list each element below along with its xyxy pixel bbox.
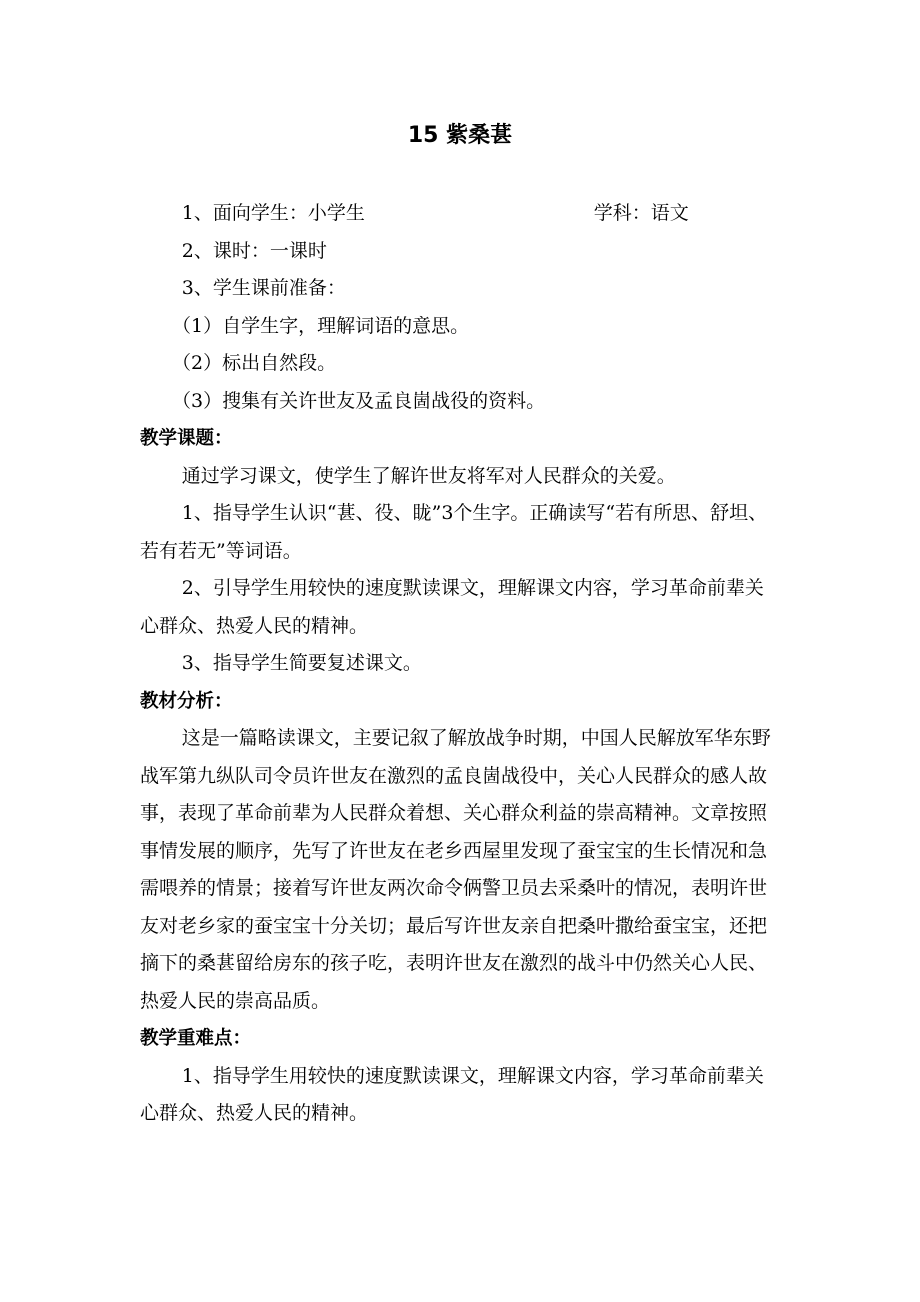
info-line-1 (140, 195, 782, 233)
subject: 学科：语文 (593, 202, 689, 224)
section-heading-key-points: 教学重难点： (140, 1028, 252, 1049)
topic-paragraph: 3、指导学生简要复述课文。 (181, 652, 422, 674)
section-heading-topic: 教学课题： (140, 428, 233, 449)
page-title: 15 紫桑葚 (407, 123, 513, 148)
document-body (140, 195, 782, 1133)
topic-paragraph: 2、引导学生用较快的速度默读课文，理解课文内容，学习革命前辈关心群众、热爱人民的精神。 (140, 577, 764, 637)
key-points-paragraph: 1、指导学生用较快的速度默读课文，理解课文内容，学习革命前辈关心群众、热爱人民的精神。 (140, 1064, 764, 1124)
prep-item: （2）标出自然段。 (172, 352, 337, 374)
class-hours: 2、课时：一课时 (181, 239, 327, 262)
topic-paragraph: 通过学习课文，使学生了解许世友将军对人民群众的关爱。 (181, 464, 676, 487)
prep-item: （1）自学生字，理解词语的意思。 (172, 314, 470, 337)
analysis-paragraph: 这是一篇略读课文，主要记叙了解放战争时期，中国人民解放军华东野战军第九纵队司令员许世友在激烈的孟良崮战役中，关心人民群众的感人故事，表现了革命前辈为人民群众着想、关心群众利益的崇高精神。文章按照事情发展的顺序，先写了许世友在老乡西屋里发现了蚕宝宝的生长情况和急需喂养的情景；接着写许世友两次命令俩警卫员去采桑叶的情况，表明许世友对老乡家的蚕宝宝十分关切；最后写许世友亲自把桑叶撒给蚕宝宝，还把摘下的桑葚留给房东的孩子吃，表明许世友在激烈的战斗中仍然关心人民、热爱人民的崇高品质。 (140, 727, 771, 1012)
section-heading-analysis: 教材分析： (140, 690, 233, 712)
preparation-label: 3、学生课前准备： (181, 277, 346, 299)
topic-paragraph: 1、指导学生认识“葚、役、眬”3个生字。正确读写“若有所思、舒坦、若有若无”等词语。 (140, 502, 768, 562)
target-students: 1、面向学生：小学生 (181, 202, 365, 224)
prep-item: （3）搜集有关许世友及孟良崮战役的资料。 (172, 389, 546, 412)
